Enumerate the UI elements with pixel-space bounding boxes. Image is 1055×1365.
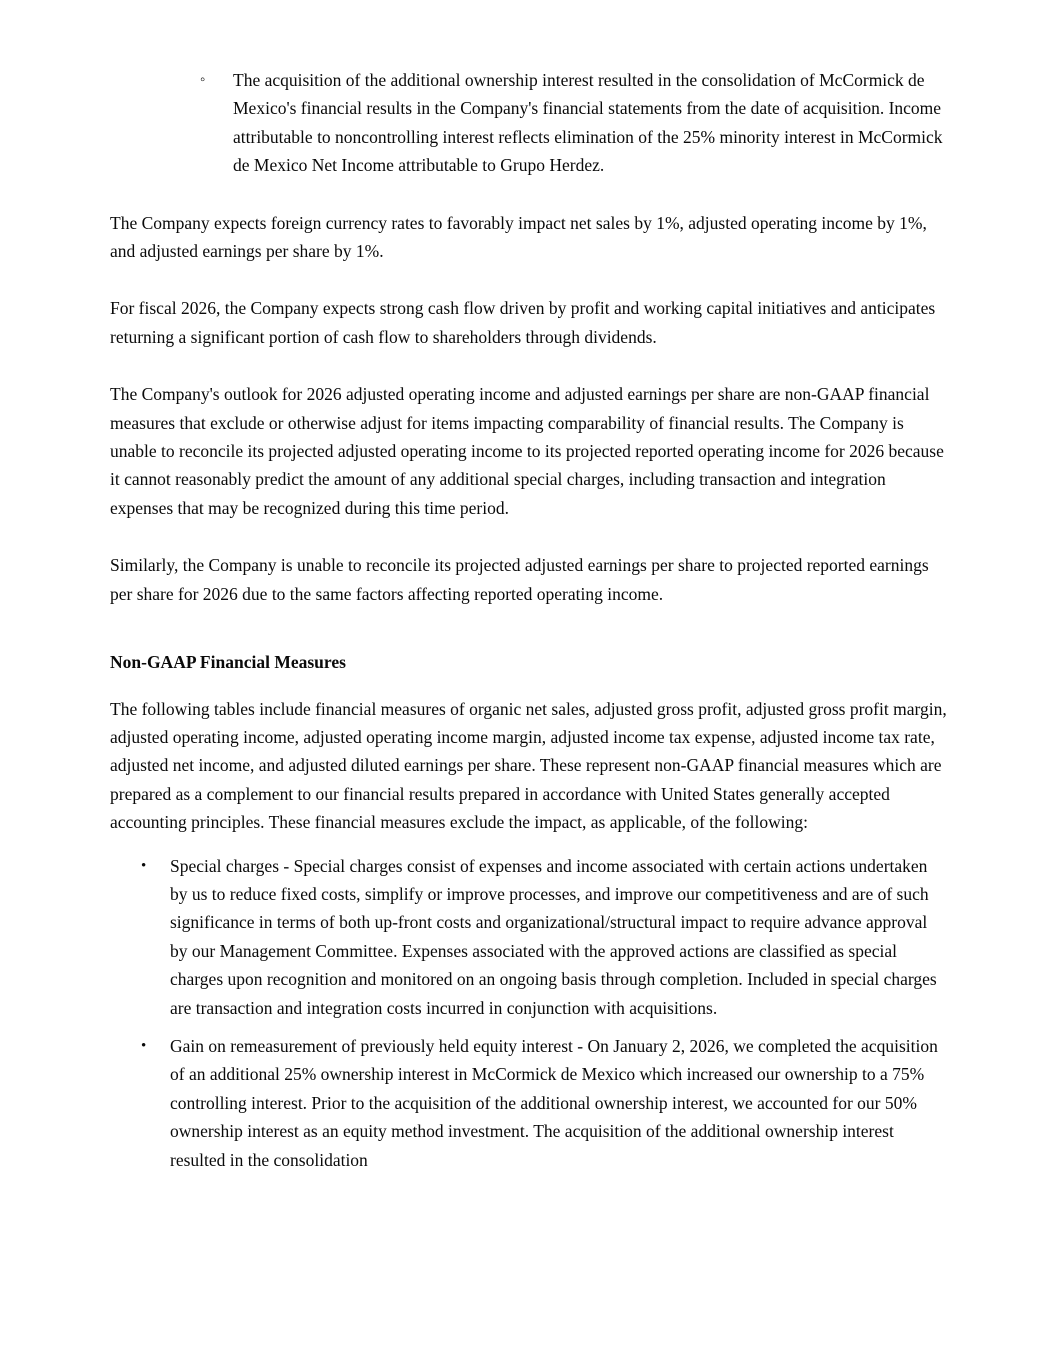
paragraph-non-gaap-intro: The following tables include financial measures of organic net sales, adjusted gross profit, adjusted gross profit margin, adjusted operating income, adjusted operating income margin, adjusted income tax expense, adjusted income tax rate, adjusted net income, and adjusted diluted earnings per share. These represent non-GAAP financial measures which are prepared as a complement to our financial results prepared in accordance with United States generally accepted accounting principles. These financial measures exclude the impact, as applicable, of the following:	[110, 698, 947, 833]
list-item-special-charges	[110, 852, 947, 1022]
list-item-text: Gain on remeasurement of previously held equity interest - On January 2, 2026, we completed the acquisition of an additional 25% ownership interest in McCormick de Mexico which increased our ownership to a 75% controlling interest. Prior to the acquisition of the additional ownership interest, we accounted for our 50% ownership interest as an equity method investment. The acquisition of the additional ownership interest resulted in the consolidation	[170, 1035, 938, 1170]
paragraph-eps-reconciliation: Similarly, the Company is unable to reconcile its projected adjusted earnings per share to projected reported earnings per share for 2026 due to the same factors affecting reported operating income.	[110, 555, 929, 604]
list-item-consolidation	[110, 66, 947, 180]
sub-bullet-list	[110, 66, 947, 180]
bullet-icon: •	[141, 1037, 147, 1054]
paragraph-outlook-non-gaap: The Company's outlook for 2026 adjusted operating income and adjusted earnings per share are non-GAAP financial measures that exclude or otherwise adjust for items impacting comparability of financial results. The Company is unable to reconcile its projected adjusted operating income to its projected reported operating income for 2026 because it cannot reasonably predict the amount of any additional special charges, including transaction and integration expenses that may be recognized during this time period.	[110, 384, 944, 518]
paragraph-currency-impact: The Company expects foreign currency rates to favorably impact net sales by 1%, adjusted operating income by 1%, and adjusted earnings per share by 1%.	[110, 212, 927, 262]
bullet-icon: •	[141, 857, 147, 874]
section-heading-non-gaap: Non-GAAP Financial Measures	[110, 652, 346, 673]
list-item-text: The acquisition of the additional ownership interest resulted in the consolidation of McCormick de Mexico's financial results in the Company's financial statements from the date of acquisition. Income attributable to noncontrolling interest reflects elimination of the 25% minority interest in McCormick de Mexico Net Income attributable to Grupo Herdez.	[233, 70, 943, 176]
list-item-text: Special charges - Special charges consist of expenses and income associated with certain actions undertaken by us to reduce fixed costs, simplify or improve processes, and improve our competitiveness and are of such significance in terms of both up-front costs and organizational/structural impact to require advance approval by our Management Committee. Expenses associated with the approved actions are classified as special charges upon recognition and monitored on an ongoing basis through completion. Included in special charges are transaction and integration costs incurred in conjunction with acquisitions.	[170, 855, 937, 1018]
list-item-gain-on-remeasurement	[110, 1032, 947, 1174]
bullet-list	[110, 852, 947, 1174]
circle-bullet-icon: ◦	[200, 72, 206, 88]
paragraph-cash-flow-outlook: For fiscal 2026, the Company expects strong cash flow driven by profit and working capital initiatives and anticipates returning a significant portion of cash flow to shareholders through dividends.	[110, 298, 936, 347]
